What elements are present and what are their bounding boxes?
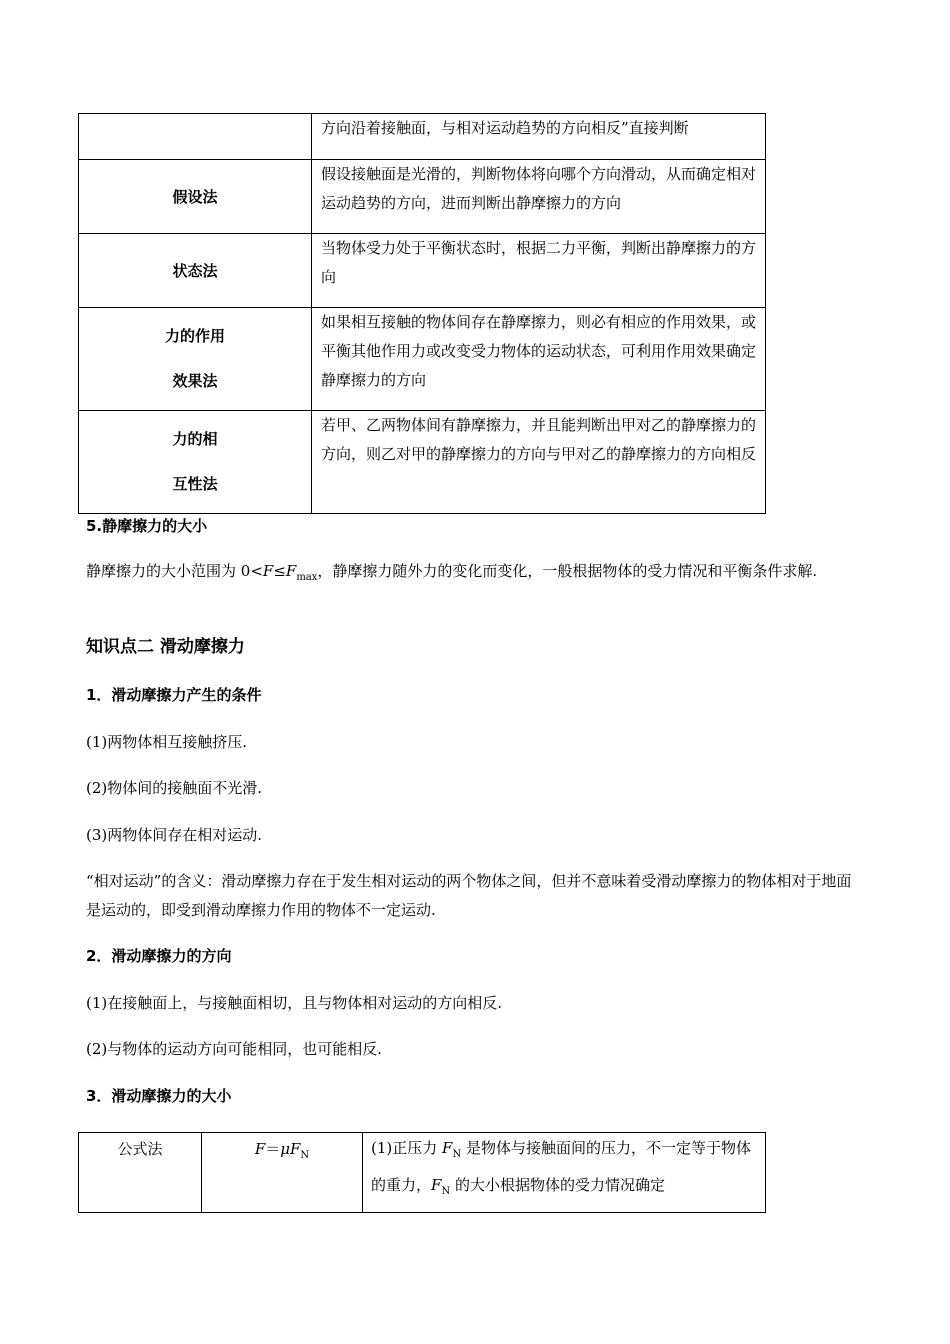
method-line: 力的相	[172, 430, 218, 448]
method-cell: 状态法	[79, 234, 312, 308]
method-line: 力的作用	[164, 327, 225, 345]
desc-cell: 若甲、乙两物体间有静摩擦力，并且能判断出甲对乙的静摩擦力的方向，则乙对甲的静摩擦力的方向与甲对乙的静摩擦力的方向相反	[312, 411, 766, 514]
list-item: (1)在接触面上，与接触面相切，且与物体相对运动的方向相反.	[86, 994, 503, 1012]
paragraph: “相对运动”的含义：滑动摩擦力存在于发生相对运动的两个物体之间，但并不意味着受滑动摩擦力的物体相对于地面是运动的，即受到滑动摩擦力作用的物体不一定运动.	[86, 872, 852, 919]
method-line: 效果法	[172, 372, 218, 390]
list-item: (1)两物体相互接触挤压.	[86, 733, 248, 751]
method-cell	[79, 411, 312, 514]
section-heading: 3．滑动摩擦力的大小	[86, 1087, 232, 1105]
section-heading: 5.静摩擦力的大小	[86, 517, 208, 535]
section-heading: 1．滑动摩擦力产生的条件	[86, 686, 262, 704]
desc-cell: 方向沿着接触面，与相对运动趋势的方向相反”直接判断	[312, 114, 766, 160]
section-heading: 2．滑动摩擦力的方向	[86, 947, 232, 965]
desc-cell: 当物体受力处于平衡状态时，根据二力平衡，判断出静摩擦力的方向	[312, 234, 766, 308]
sliding-friction-table	[78, 1132, 766, 1213]
list-item: (2)与物体的运动方向可能相同，也可能相反.	[86, 1040, 383, 1058]
method-line: 互性法	[172, 475, 218, 493]
method-cell	[79, 308, 312, 411]
method-cell: 公式法	[79, 1133, 202, 1213]
method-cell: 假设法	[79, 160, 312, 234]
method-cell	[79, 114, 312, 160]
desc-cell: 如果相互接触的物体间存在静摩擦力，则必有相应的作用效果，或平衡其他作用力或改变受力物体的运动状态，可利用作用效果确定静摩擦力的方向	[312, 308, 766, 411]
list-item: (2)物体间的接触面不光滑.	[86, 779, 263, 797]
knowledge-point-title: 知识点二 滑动摩擦力	[86, 637, 245, 657]
paragraph: 静摩擦力的大小范围为 $0<F\le F_{max}$，静摩擦力随外力的变化而变化，一般根据物体的受力情况和平衡条件求解.	[86, 562, 818, 583]
desc-cell: (1)正压力 $F_N$ 是物体与接触面间的压力，不一定等于物体的重力，$F_N$ 的大小根据物体的受力情况确定	[363, 1133, 766, 1213]
static-friction-methods-table	[78, 113, 766, 514]
formula-cell: $F=\mu F_N$	[202, 1133, 363, 1213]
desc-cell: 假设接触面是光滑的，判断物体将向哪个方向滑动，从而确定相对运动趋势的方向，进而判断出静摩擦力的方向	[312, 160, 766, 234]
list-item: (3)两物体间存在相对运动.	[86, 826, 263, 844]
